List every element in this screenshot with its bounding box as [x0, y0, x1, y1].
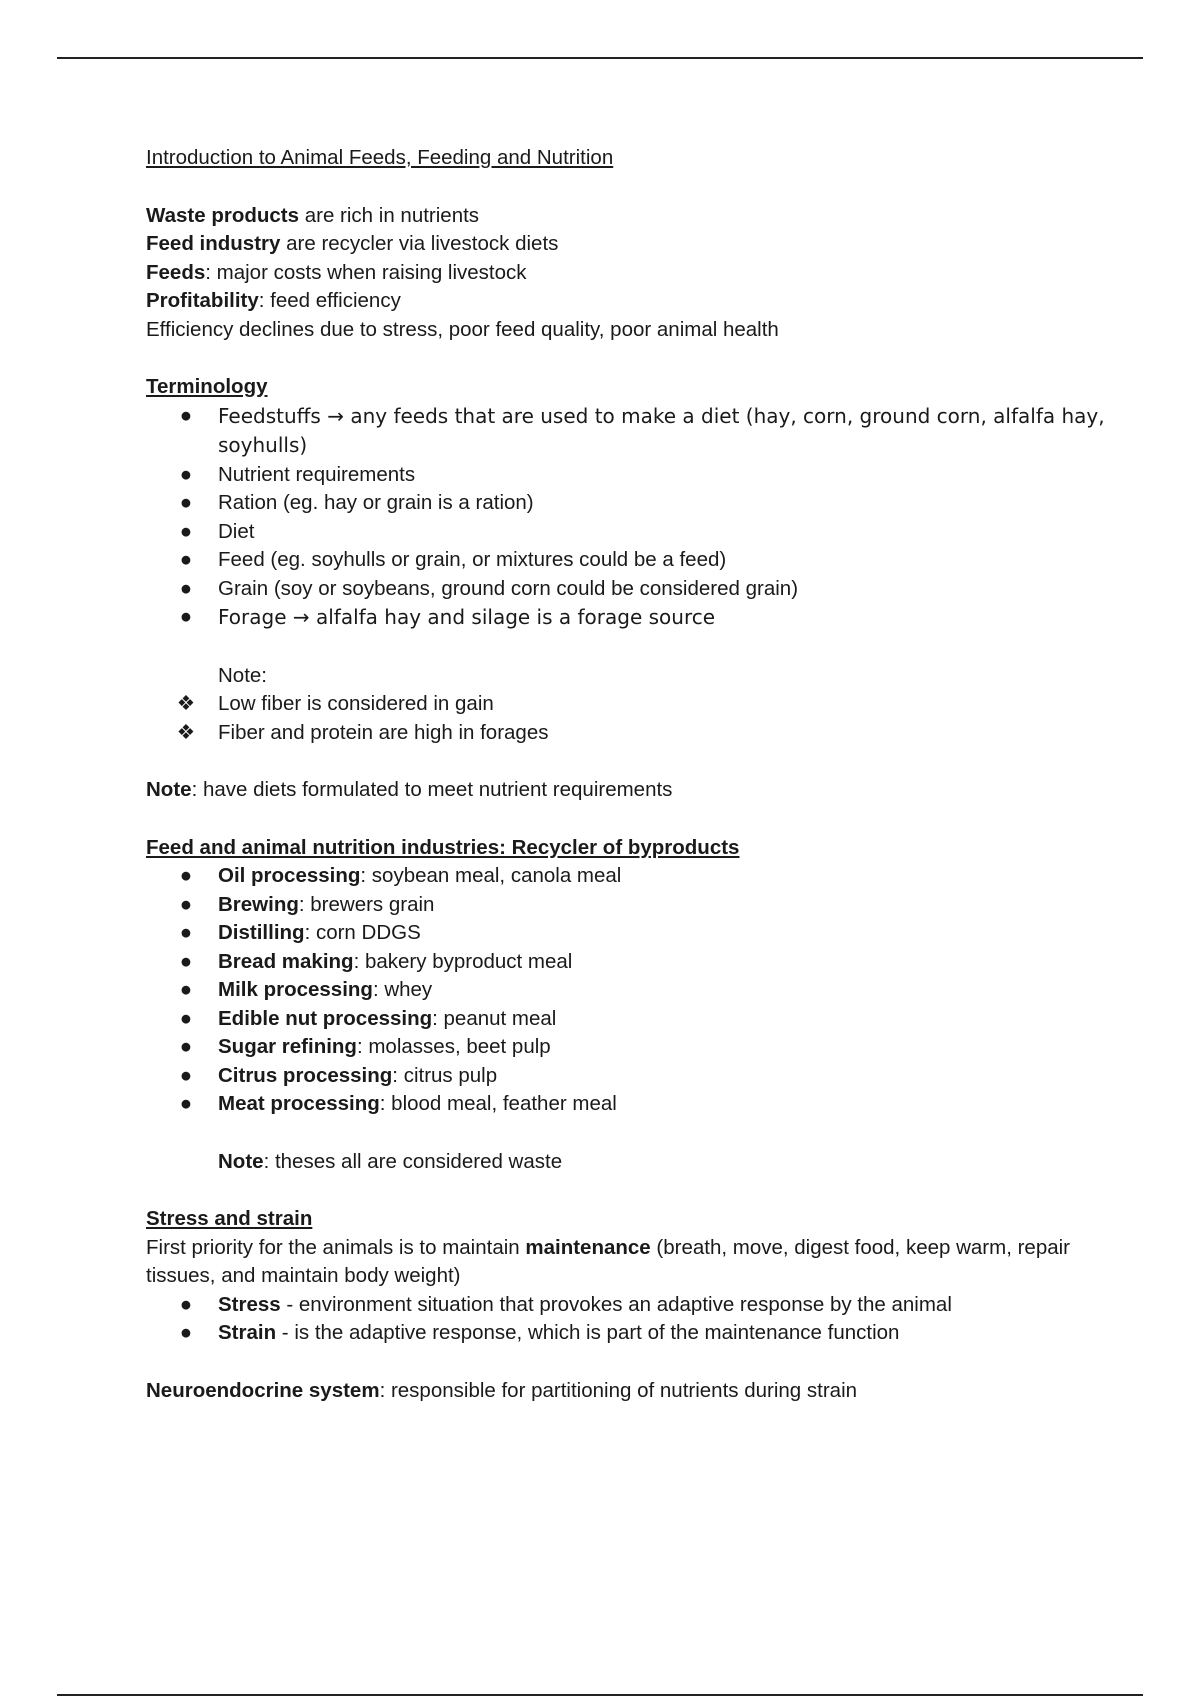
stress-list: [146, 1291, 1106, 1348]
top-rule: [57, 57, 1143, 59]
bullet-icon: ●: [179, 519, 193, 543]
diamond-bullet-icon: ❖: [176, 720, 196, 744]
list-item: ● Diet: [146, 518, 1106, 547]
bullet-icon: ●: [179, 1292, 193, 1316]
list-item: ● Meat processing: blood meal, feather meal: [146, 1090, 1106, 1119]
diamond-bullet-icon: ❖: [176, 692, 196, 715]
byproducts-list: [146, 862, 1106, 1119]
list-item: ● Ration (eg. hay or grain is a ration): [146, 489, 1106, 518]
list-item: ● Milk processing: whey: [146, 976, 1106, 1005]
bullet-icon: ●: [179, 1035, 193, 1058]
list-item: ● Nutrient requirements: [146, 461, 1106, 490]
list-item: ● Distilling: corn DDGS: [146, 919, 1106, 948]
list-item: ● Edible nut processing: peanut meal: [146, 1005, 1106, 1034]
intro-line-profitability: Profitability: feed efficiency: [146, 289, 401, 312]
list-item: ● Strain - is the adaptive response, which is part of the maintenance function: [146, 1319, 1106, 1348]
list-item: ● Citrus processing: citrus pulp: [146, 1062, 1106, 1091]
terminology-note-label: Note:: [218, 663, 267, 687]
intro-line-feed-industry: Feed industry are recycler via livestock diets: [146, 232, 559, 255]
bullet-icon: ●: [179, 1006, 193, 1030]
stress-heading: Stress and strain: [146, 1207, 313, 1230]
bullet-icon: ●: [179, 548, 193, 571]
list-item: ● Stress - environment situation that provokes an adaptive response by the animal: [146, 1291, 1106, 1320]
bullet-icon: ●: [179, 1321, 193, 1344]
list-item: ● Feedstuffs → any feeds that are used to make a diet (hay, corn, ground corn, alfalfa hay, soyhulls): [146, 402, 1106, 461]
bullet-icon: ●: [179, 576, 193, 600]
intro-line-efficiency: Efficiency declines due to stress, poor feed quality, poor animal health: [146, 317, 779, 341]
list-item: ● Feed (eg. soyhulls or grain, or mixtures could be a feed): [146, 546, 1106, 575]
intro-line-feeds: Feeds: major costs when raising livestock: [146, 260, 527, 284]
neuroendocrine-line: Neuroendocrine system: responsible for partitioning of nutrients during strain: [146, 1378, 858, 1402]
terminology-heading: Terminology: [146, 375, 268, 398]
note-diets: Note: have diets formulated to meet nutrient requirements: [146, 778, 673, 801]
bullet-icon: ●: [179, 462, 193, 486]
bullet-icon: ●: [179, 921, 193, 944]
stress-paragraph: First priority for the animals is to maintain maintenance (breath, move, digest food, keep warm, repair tissues, and maintain body weight): [146, 1235, 1071, 1287]
list-item: ❖ Fiber and protein are high in forages: [146, 719, 1106, 748]
intro-line-waste: Waste products are rich in nutrients: [146, 203, 480, 227]
list-item: ● Sugar refining: molasses, beet pulp: [146, 1033, 1106, 1062]
document-title: Introduction to Animal Feeds, Feeding and Nutrition: [146, 146, 614, 169]
list-item: ❖ Low fiber is considered in gain: [146, 690, 1106, 719]
bottom-rule: [57, 1694, 1143, 1696]
bullet-icon: ●: [179, 978, 193, 1001]
list-item: ● Oil processing: soybean meal, canola meal: [146, 862, 1106, 891]
bullet-icon: ●: [179, 864, 193, 887]
terminology-note-list: [146, 690, 1106, 747]
bullet-icon: ●: [179, 1092, 193, 1115]
list-item: ● Bread making: bakery byproduct meal: [146, 948, 1106, 977]
bullet-icon: ●: [179, 403, 193, 427]
terminology-list: [146, 402, 1106, 633]
list-item: ● Forage → alfalfa hay and silage is a forage source: [146, 603, 1106, 633]
bullet-icon: ●: [179, 949, 193, 973]
bullet-icon: ●: [179, 605, 193, 628]
byproducts-note: Note: theses all are considered waste: [218, 1149, 563, 1173]
list-item: ● Grain (soy or soybeans, ground corn could be considered grain): [146, 575, 1106, 604]
byproducts-heading: Feed and animal nutrition industries: Recycler of byproducts: [146, 835, 740, 859]
bullet-icon: ●: [179, 1063, 193, 1087]
list-item: ● Brewing: brewers grain: [146, 891, 1106, 920]
bullet-icon: ●: [179, 491, 193, 514]
bullet-icon: ●: [179, 892, 193, 916]
document-body: [146, 144, 1106, 1405]
